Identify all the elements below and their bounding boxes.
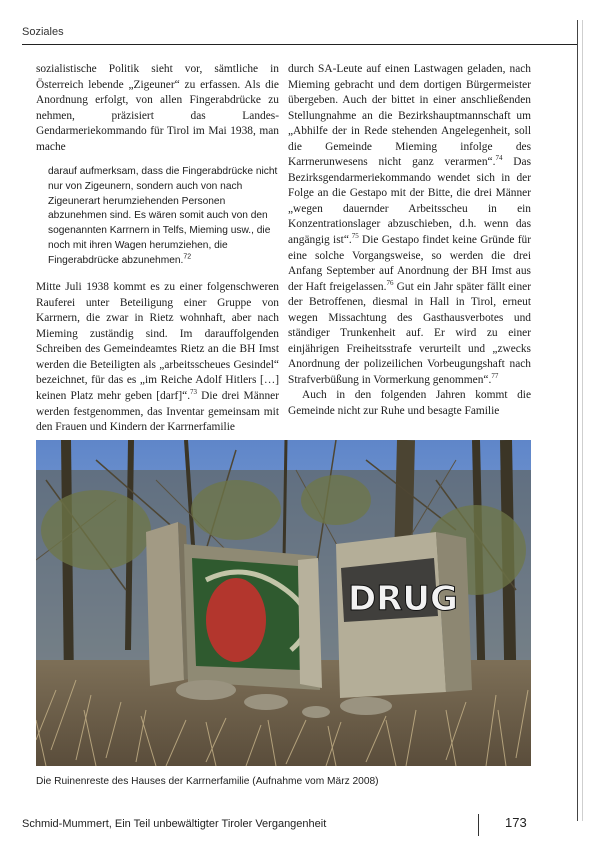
footnote-marker: 77 [491,372,499,381]
paragraph-text: Das Bezirksgendarmeriekommando wendet sich in der Folge an die Gestapo mit der Bitte, die drei Männer „wegen dauernder Arbeitsscheu in ein Konzentrationslager abzuschieben, d.h. wenn das angängig ist“. [288,156,531,247]
footnote-marker: 75 [351,232,359,241]
paragraph-text: durch SA-Leute auf einen Lastwagen geladen, nach Mieming gebracht und dem dortigen Bürgermeister übergeben. Auch der bittet in einer anschließenden Stellungnahme an die Bezirkshauptmannschaft um „Abhilfe der in Rede stehenden Angelegenheit, soll die Gemeinde Mieming infolge des Karrnerunwesens nicht ganz verarmen“. [288,63,531,169]
ruins-photo [36,440,531,766]
paragraph-text: Auch in den folgenden Jahren kommt die Gemeinde nicht zur Ruhe und besagte Familie [288,389,531,418]
paragraph-text: Gut ein Jahr später fällt einer der Betroffenen, diesmal in Hall in Tirol, erneut wegen Missachtung des Gasthausverbotes und ständiger Trunkenheit auf. Er wird zu einer einjährigen Freiheitsstrafe verurteilt und „zwecks Anordnung der polizeilichen Vorbeugungshaft nach Strafverbüßung in Vormerkung genommen“. [288,280,531,386]
footer-divider [478,814,479,836]
paragraph-text: Mitte Juli 1938 kommt es zu einer folgenschweren Rauferei unter Beteiligung einer Gruppe von Karrnern, die zwar in Rietz wohnhaft, aber nach Mieming zuständig sind. Im darauffolgenden Schreiben des Gemeindeamtes Rietz an die BH Imst werden die Beteiligten als „arbeitsscheues Gesindel“ bezeichnet, für das es „im Reiche Adolf Hitlers […] keinen Platz mehr geben [darf]“. [36,281,279,403]
paragraph-text: Die Gestapo findet keine Gründe für eine solche Vorgangsweise, so werden die drei Anfang September auf Anordnung der BH Imst aus der Haft freigelassen. [288,234,531,293]
footer-citation: Schmid-Mummert, Ein Teil unbewältigter Tiroler Vergangenheit [22,818,327,830]
footnote-marker: 74 [495,154,503,163]
margin-rule [577,20,578,821]
paragraph [36,62,279,155]
right-column [288,62,531,420]
footnote-marker: 72 [183,253,192,261]
header-rule [22,44,577,45]
paragraph [36,280,279,435]
block-quote [48,165,279,268]
photo-caption: Die Ruinenreste des Hauses der Karrnerfamilie (Aufnahme vom März 2008) [36,776,379,787]
footnote-marker: 73 [190,388,198,397]
paragraph [288,388,531,419]
paragraph-text: Die drei Männer werden festgenommen, das Inventar gemeinsam mit den Frauen und Kindern der Karrnerfamilie [36,390,279,434]
page-number: 173 [505,815,527,830]
footnote-marker: 76 [386,278,394,287]
paragraph-text: sozialistische Politik sieht vor, sämtliche in Österreich lebende „Zigeuner“ zu erfassen. Als die Anordnung erfolgt, von allen Fingerabdrücke zu nehmen, präzisiert das Landes-Gendarmeriekommando für Tirol im Mai 1938, man mache [36,63,279,153]
quote-text: darauf aufmerksam, dass die Fingerabdrücke nicht nur von Zigeunern, sondern auch von nach Zigeunerart herumziehenden Personen abzunehmen sind. Es wären somit auch von den sogenannten Karrnern in Telfs, Mieming usw., die noch mit ihren Wagen herumziehen, die Fingerabdrücke abzunehmen. [48,166,278,266]
section-header: Soziales [22,26,64,38]
paragraph [288,62,531,388]
left-column [36,62,279,436]
margin-rule-light [582,20,583,821]
graffiti-text: DRUG [348,579,458,619]
